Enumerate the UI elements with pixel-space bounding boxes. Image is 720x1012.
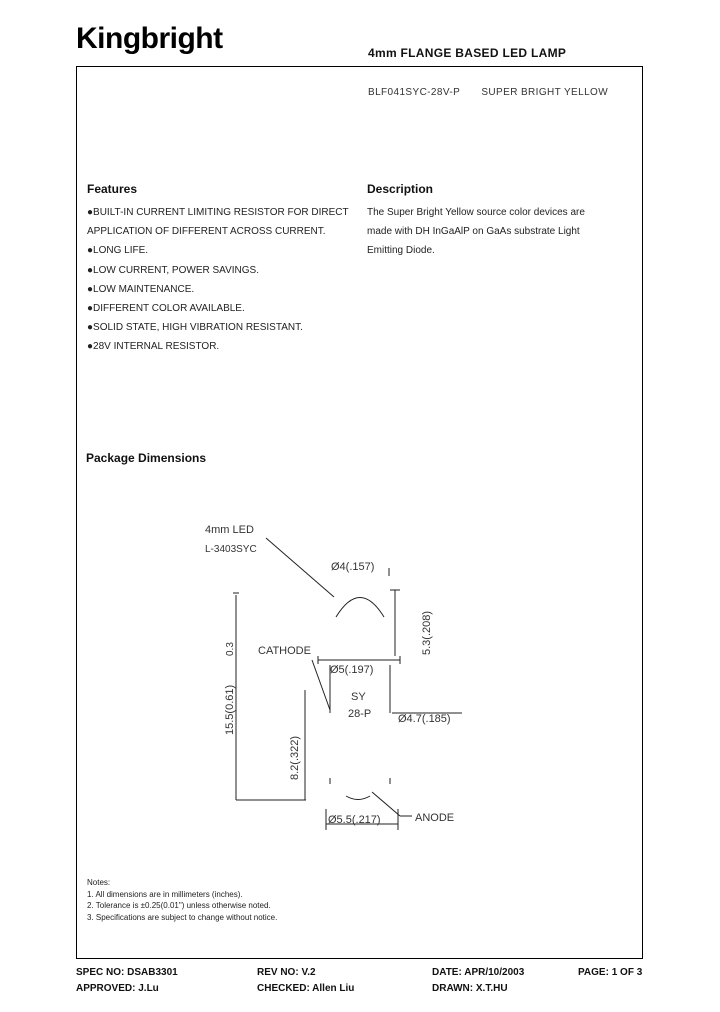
part-number: BLF041SYC-28V-P — [368, 87, 461, 98]
note-item: 3. Specifications are subject to change without notice. — [87, 912, 278, 922]
footer-approved: APPROVED: J.Lu — [76, 983, 159, 994]
label-dia-top: Ø4(.157) — [331, 561, 375, 573]
package-heading: Package Dimensions — [86, 451, 207, 465]
description-heading: Description — [367, 182, 434, 196]
label-cathode: CATHODE — [258, 645, 311, 657]
note-item: 1. All dimensions are in millimeters (inches). — [87, 889, 243, 899]
led-base-arc — [346, 796, 370, 800]
label-led-code: L-3403SYC — [205, 544, 257, 555]
footer-checked: CHECKED: Allen Liu — [257, 983, 355, 994]
led-dome — [336, 598, 384, 618]
label-height-top: 5.3(.208) — [421, 610, 433, 655]
led-leader-line — [266, 538, 334, 597]
notes-block — [87, 877, 277, 923]
footer-rev-no: REV NO: V.2 — [257, 967, 316, 978]
description-line: The Super Bright Yellow source color devices are — [367, 207, 585, 218]
label-dia-flange: Ø5(.197) — [330, 664, 374, 676]
note-item: 2. Tolerance is ±0.25(0.01") unless otherwise noted. — [87, 901, 271, 910]
label-resistor-value: 28-P — [348, 708, 372, 720]
notes-heading: Notes: — [87, 878, 111, 887]
document-title: 4mm FLANGE BASED LED LAMP — [368, 46, 567, 60]
description-line: made with DH InGaAlP on GaAs substrate Light — [367, 226, 580, 238]
label-resistor-code: SY — [351, 691, 366, 703]
label-body-height: 8.2(.322) — [289, 735, 301, 780]
label-total-height-suffix: 0.3 — [225, 642, 236, 656]
label-dia-base: Ø5.5(.217) — [328, 814, 381, 826]
footer-date: DATE: APR/10/2003 — [432, 967, 525, 978]
label-led-name: 4mm LED — [205, 524, 254, 536]
footer-drawn: DRAWN: X.T.HU — [432, 983, 508, 994]
feature-item: ●DIFFERENT COLOR AVAILABLE. — [87, 303, 245, 315]
feature-item: ●LONG LIFE. — [87, 245, 149, 257]
footer-page: PAGE: 1 OF 3 — [578, 967, 643, 978]
feature-item: ●SOLID STATE, HIGH VIBRATION RESISTANT. — [87, 322, 303, 334]
part-description: SUPER BRIGHT YELLOW — [481, 87, 609, 98]
anode-leader-line — [372, 792, 400, 816]
label-dia-body: Ø4.7(.185) — [398, 713, 451, 725]
feature-item: APPLICATION OF DIFFERENT ACROSS CURRENT. — [87, 226, 326, 238]
brand-logo: Kingbright — [76, 22, 223, 55]
description-line: Emitting Diode. — [367, 245, 435, 257]
feature-item: ●LOW CURRENT, POWER SAVINGS. — [87, 264, 259, 276]
feature-item: ●28V INTERNAL RESISTOR. — [87, 341, 220, 353]
label-total-height: 15.5(0.61) — [224, 684, 236, 735]
cathode-leader-line — [312, 660, 330, 710]
feature-item: ●LOW MAINTENANCE. — [87, 283, 195, 295]
label-anode: ANODE — [415, 812, 455, 824]
features-heading: Features — [87, 182, 138, 196]
footer-spec-no: SPEC NO: DSAB3301 — [76, 967, 178, 978]
feature-item: ●BUILT-IN CURRENT LIMITING RESISTOR FOR DIRECT — [87, 207, 349, 218]
